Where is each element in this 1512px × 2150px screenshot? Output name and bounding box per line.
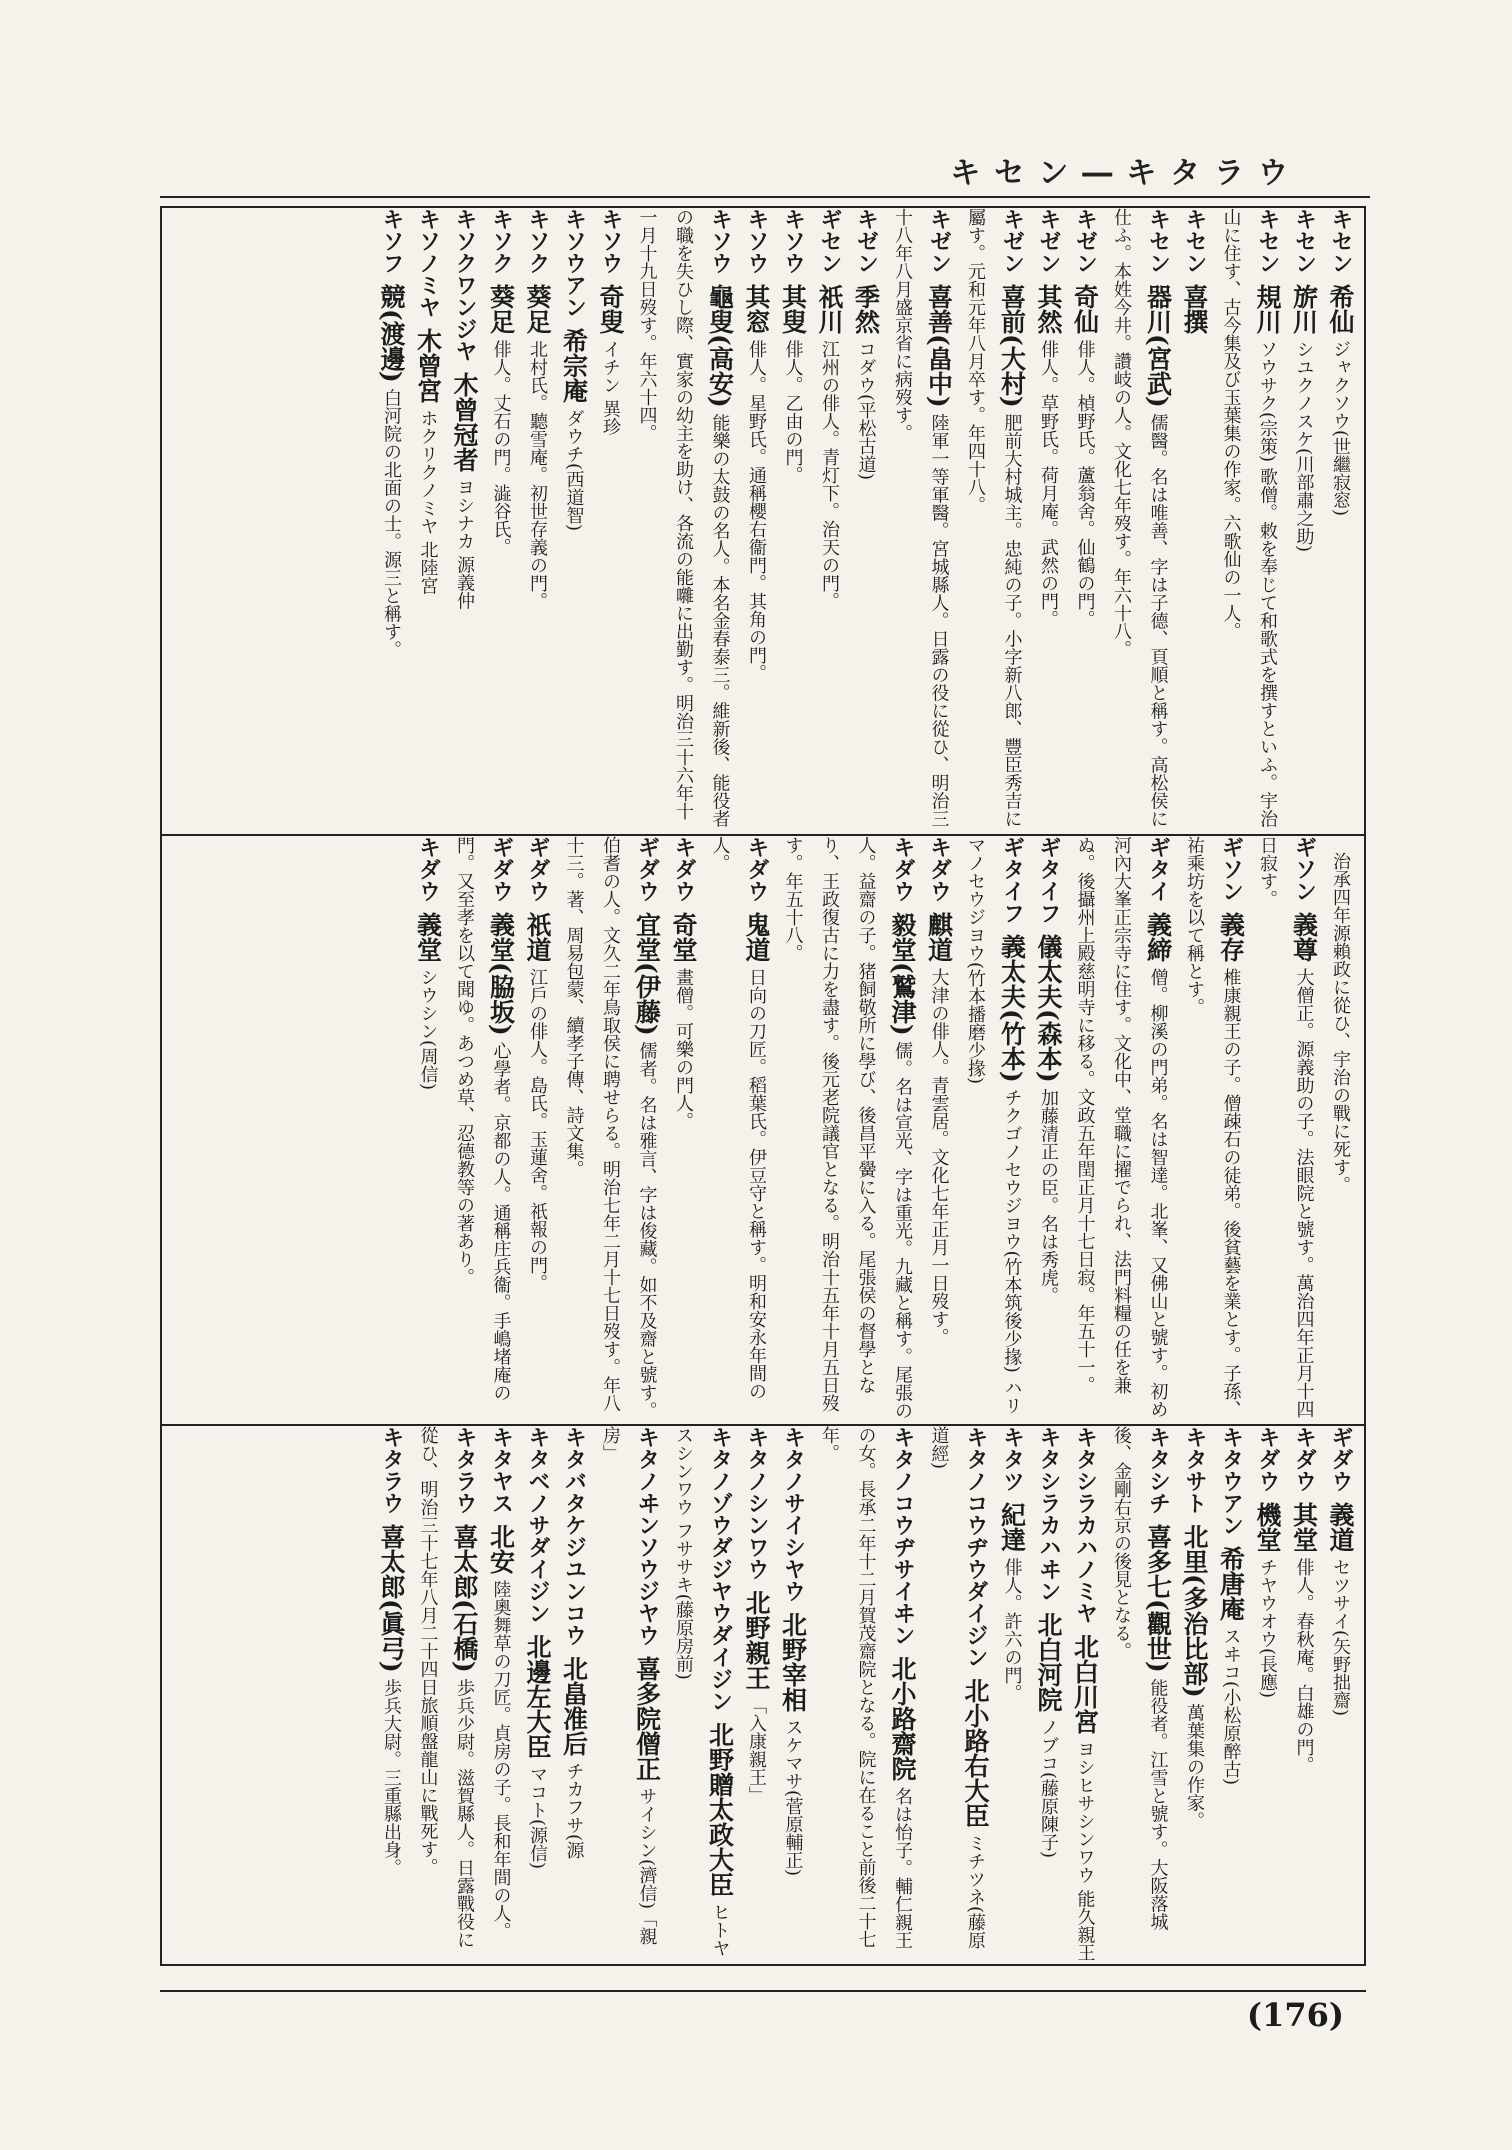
entry-reading: キダウ bbox=[1255, 1426, 1280, 1492]
entry-reading: キゼン bbox=[853, 208, 879, 274]
entry-headword: 旂川 bbox=[1289, 284, 1319, 334]
page-header: キセン―キタラウ bbox=[950, 156, 1302, 191]
entry-text: 名は怡子。輔仁親王の女。長承二年十二月賀茂齋院となる。院に在ること前後二十七年。 bbox=[819, 1426, 913, 1949]
dictionary-entry bbox=[1249, 836, 1322, 1424]
dictionary-entry bbox=[665, 836, 702, 1424]
entry-text: 白河院の北面の士。源三と稱す。 bbox=[381, 388, 402, 659]
entry-headword: 麒道 bbox=[924, 912, 954, 962]
entry-reading: キセン bbox=[1182, 208, 1207, 274]
entry-headword: 毅堂(鷲津) bbox=[888, 912, 917, 1036]
entry-text: シユクノスケ(川部肅之助) bbox=[1293, 340, 1315, 553]
band-top bbox=[162, 208, 1364, 836]
dictionary-entry bbox=[1322, 1426, 1359, 1964]
entry-headword: 北邊左大臣 bbox=[523, 1634, 552, 1759]
dictionary-entry bbox=[993, 1426, 1030, 1964]
entry-text: スケマサ(菅原輔正) bbox=[782, 1718, 804, 1877]
entry-reading: キセン bbox=[1255, 208, 1280, 274]
dictionary-entry bbox=[1212, 1426, 1249, 1964]
entry-headword: 龜叟(高安) bbox=[705, 284, 735, 408]
dictionary-entry bbox=[957, 836, 1030, 1424]
entry-text: 俳人。春秋庵。白雄の門。 bbox=[1293, 1558, 1315, 1774]
dictionary-entry bbox=[811, 1426, 921, 1964]
entry-reading: キタノヰンソウジヤウ bbox=[634, 1426, 660, 1646]
dictionary-entry bbox=[482, 208, 519, 834]
entry-reading: キソノミヤ bbox=[415, 208, 441, 318]
dictionary-entry bbox=[774, 836, 920, 1424]
dictionary-entry bbox=[1322, 836, 1359, 1424]
entry-reading: キダウ bbox=[744, 836, 769, 902]
entry-text: 僧。柳溪の門弟。名は智達。北峯、又佛山と號す。初め河內大峯正宗寺に住す。文化中、堂職に擢でられ、法門料糧の任を兼ぬ。後攝州上殿慈明寺に移る。文政五年閏正月十七日寂。年五十一。 bbox=[1074, 836, 1169, 1418]
entry-text: サイシン(濟信)「親房」 bbox=[600, 1426, 658, 1946]
dictionary-entry bbox=[738, 208, 775, 834]
entry-reading: キタシチ bbox=[1145, 1426, 1171, 1514]
entry-reading: キソウ bbox=[744, 208, 769, 274]
entry-headword: 規川 bbox=[1253, 284, 1282, 334]
entry-text: 儒醫。名は唯善、字は子德、頁順と稱す。高松侯に仕ふ。本姓今井。讚岐の人。文化七年歿す。年六十八。 bbox=[1111, 208, 1169, 828]
entry-headword: 機堂 bbox=[1253, 1502, 1282, 1552]
entry-headword: 奇仙 bbox=[1070, 284, 1100, 334]
entry-headword: 北里(多治比部) bbox=[1180, 1524, 1209, 1698]
entry-headword: 器川(宮武) bbox=[1143, 284, 1173, 408]
entry-reading: キタノサイシヤウ bbox=[780, 1426, 806, 1602]
entry-reading: キソク bbox=[488, 208, 514, 274]
entry-text: ヨシヒサシンワウ 能久親王 bbox=[1074, 1740, 1096, 1962]
entry-reading: キタヤス bbox=[488, 1426, 514, 1514]
entry-headword: 葵足 bbox=[486, 284, 516, 334]
dictionary-entry bbox=[519, 208, 556, 834]
dictionary-entry bbox=[1030, 208, 1067, 834]
dictionary-entry bbox=[701, 836, 774, 1424]
entry-headword: 喜善(畠中) bbox=[924, 284, 954, 408]
dictionary-entry bbox=[847, 208, 884, 834]
entry-headword: 喜前(大村) bbox=[997, 284, 1027, 408]
entry-headword: 義太夫(竹本) bbox=[997, 934, 1027, 1083]
dictionary-entry bbox=[884, 208, 957, 834]
entry-text: 能役者。江雪と號す。大阪落城後、金剛右京の後見となる。 bbox=[1111, 1426, 1169, 1931]
dictionary-entry bbox=[1066, 208, 1103, 834]
dictionary-entry bbox=[1030, 1426, 1067, 1964]
entry-reading: キソウアン bbox=[561, 208, 587, 318]
dictionary-entry bbox=[1066, 836, 1176, 1424]
dictionary-entry bbox=[446, 208, 483, 834]
entry-reading: ギタイフ bbox=[1036, 836, 1061, 924]
dictionary-frame bbox=[160, 206, 1366, 1966]
entry-reading: キゼン bbox=[999, 208, 1025, 274]
dictionary-entry bbox=[409, 836, 446, 1424]
dictionary-entry bbox=[555, 208, 592, 834]
entry-reading: キセン bbox=[1145, 208, 1171, 274]
entry-reading: キタウアン bbox=[1218, 1426, 1244, 1536]
entry-headword: 葵足 bbox=[523, 284, 552, 334]
entry-headword: 義堂 bbox=[413, 912, 443, 962]
entry-headword: 宜堂(伊藤) bbox=[632, 912, 662, 1036]
entry-reading: キタノゾウダジヤウダイジン bbox=[707, 1426, 733, 1712]
entries-middle bbox=[162, 836, 1364, 1424]
entry-headword: 北野贈太政大臣 bbox=[705, 1722, 735, 1897]
entry-headword: 義締 bbox=[1143, 912, 1173, 962]
entry-headword: 北野宰相 bbox=[778, 1612, 808, 1712]
entry-text: 肥前大村城主。忠純の子。小字新八郎、豐臣秀吉に屬す。元和元年八月卒す。年四十八。 bbox=[965, 208, 1023, 828]
entry-headword: 喜太郎(眞弓) bbox=[377, 1524, 406, 1673]
entries-top bbox=[162, 208, 1364, 834]
dictionary-entry bbox=[592, 208, 629, 834]
dictionary-entry bbox=[1103, 1426, 1176, 1964]
entry-headword: 義道 bbox=[1326, 1502, 1355, 1552]
entry-text: 椎康親王の子。僧疎石の徒弟。後貧藝を業とす。子孫、祐乘坊を以て稱とす。 bbox=[1184, 836, 1242, 1418]
entry-text: マコト(源信) bbox=[527, 1765, 548, 1870]
entry-text: スヰコ(小松原醉古) bbox=[1220, 1627, 1242, 1786]
entry-text: ソウサク(宗策) 歌僧。敕を奉じて和歌式を撰すといふ。宇治山に住す、古今集及び玉葉集の作家。六歌仙の一人。 bbox=[1220, 208, 1278, 828]
entry-headword: 木曾冠者 bbox=[450, 372, 479, 472]
dictionary-entry bbox=[665, 1426, 738, 1964]
entry-headword: 其然 bbox=[1034, 284, 1063, 334]
dictionary-entry bbox=[811, 208, 848, 834]
entry-text: 俳人。丈石の門。澁谷氏。 bbox=[490, 340, 512, 556]
entry-reading: ギセン bbox=[817, 208, 842, 274]
dictionary-entry bbox=[1285, 208, 1322, 834]
entry-reading: キソウ bbox=[707, 208, 733, 274]
header-rule bbox=[160, 196, 1370, 198]
entry-reading: ギダウ bbox=[525, 836, 550, 902]
page-number: (176) bbox=[1246, 1996, 1344, 2034]
entry-reading: キダウ bbox=[671, 836, 696, 902]
entry-text: 日向の刀匠。稻葉氏。伊豆守と稱す。明和安永年間の人。 bbox=[709, 836, 767, 1400]
entry-reading: キダウ bbox=[890, 836, 915, 902]
entry-text: 江戶の俳人。島氏。玉蓮舍。祇報の門。 bbox=[527, 968, 548, 1292]
entry-text: 北村氏。聽雪庵。初世存義の門。 bbox=[527, 340, 548, 610]
dictionary-entry bbox=[373, 208, 410, 834]
band-middle bbox=[162, 836, 1364, 1426]
entry-reading: キソクワンジヤ bbox=[452, 208, 477, 362]
entry-text: セツサイ(矢野拙齋) bbox=[1330, 1558, 1351, 1717]
entry-headword: 競(渡邊) bbox=[377, 284, 406, 383]
entry-headword: 紀達 bbox=[997, 1502, 1027, 1552]
dictionary-entry bbox=[446, 836, 519, 1424]
entry-headword: 希仙 bbox=[1326, 284, 1355, 334]
entry-headword: 季然 bbox=[851, 284, 881, 334]
entry-headword: 義存 bbox=[1216, 912, 1246, 962]
entry-headword: 鬼道 bbox=[742, 912, 771, 962]
entry-reading: キゼン bbox=[1072, 208, 1098, 274]
entry-headword: 北野親王 bbox=[742, 1590, 771, 1690]
entry-text: 儒。名は宣光、字は重光。九藏と稱す。尾張の人。益齋の子。猪飼敬所に學び、後昌平黌に入る。尾張侯の督學となり、王政復古に力を盡す。後元老院議官となる。明治十五年十月五日歿す。年五十八。 bbox=[782, 836, 913, 1420]
entry-headword: 北小路齋院 bbox=[888, 1656, 917, 1781]
entry-text: ヨシナカ 源義仲 bbox=[454, 478, 475, 610]
dictionary-entry bbox=[519, 1426, 556, 1964]
entry-reading: キダウ bbox=[415, 836, 441, 902]
entry-text: 心學者。京都の人。通稱庄兵衞。手嶋堵庵の門。又至孝を以て聞ゆ。あつめ草、忍德教等の著あり。 bbox=[454, 836, 512, 1402]
entry-reading: キソク bbox=[525, 208, 550, 274]
entry-reading: キゼン bbox=[926, 208, 952, 274]
entry-reading: キセン bbox=[1291, 208, 1317, 274]
entry-text: ノブコ(藤原陳子) bbox=[1038, 1718, 1059, 1859]
entry-headword: 其叟 bbox=[778, 284, 808, 334]
entry-text: 俳人。乙由の門。 bbox=[782, 340, 804, 484]
entry-headword: 北小路右大臣 bbox=[961, 1678, 990, 1828]
entry-text: 俳人。楨野氏。蘆翁舍。仙鶴の門。 bbox=[1074, 340, 1096, 628]
entry-headword: 儀太夫(森本) bbox=[1034, 934, 1063, 1083]
entry-text: チカフサ(源 bbox=[563, 1762, 585, 1860]
entry-headword: 北安 bbox=[486, 1524, 516, 1574]
dictionary-entry bbox=[628, 208, 738, 834]
dictionary-entry bbox=[774, 208, 811, 834]
dictionary-entry bbox=[774, 1426, 811, 1964]
dictionary-entry bbox=[1249, 1426, 1286, 1964]
entry-reading: キソフ bbox=[379, 208, 404, 274]
dictionary-entry bbox=[409, 1426, 482, 1964]
entry-headword: 奇叟 bbox=[596, 284, 625, 334]
entry-reading: キタサト bbox=[1182, 1426, 1207, 1514]
dictionary-entry bbox=[592, 1426, 665, 1964]
entry-headword: 北畠准后 bbox=[559, 1656, 589, 1756]
entry-headword: 奇堂 bbox=[669, 912, 698, 962]
entry-headword: 喜撰 bbox=[1180, 284, 1209, 334]
entry-text: 加藤清正の臣。名は秀虎。 bbox=[1038, 1088, 1059, 1305]
dictionary-entry bbox=[1030, 836, 1067, 1424]
entry-text: シウシン(周信) bbox=[417, 968, 439, 1091]
entry-headword: 木曾宮 bbox=[413, 328, 443, 403]
entry-text: 俳人。許六の門。 bbox=[1001, 1558, 1023, 1702]
entry-text: ミチツネ(藤原道經) bbox=[928, 1426, 986, 1950]
entries-bottom bbox=[162, 1426, 1364, 1964]
entry-text: 江州の俳人。青灯下。治天の門。 bbox=[819, 340, 840, 610]
dictionary-entry bbox=[1176, 1426, 1213, 1964]
entry-text: 歩兵大尉。三重縣出身。 bbox=[381, 1678, 402, 1877]
entry-headword: 喜太郎(石橋) bbox=[450, 1524, 479, 1673]
entry-text: 能樂の太鼓の名人。本名金春泰三。維新後、能役者の職を失ひし際、實家の幼主を助け、各流の能囃に出勤す。明治三十六年十一月十九日歿す。年六十四。 bbox=[636, 208, 731, 828]
entry-headword: 希宗庵 bbox=[559, 328, 589, 403]
entry-text: ホクリクノミヤ 北陸宮 bbox=[417, 409, 439, 595]
dictionary-entry bbox=[482, 1426, 519, 1964]
entry-headword: 其窓 bbox=[742, 284, 771, 334]
entry-reading: キタノコウヂサイヰン bbox=[890, 1426, 915, 1646]
entry-text: ジャクソウ(世繼寂窓) bbox=[1330, 340, 1351, 517]
band-bottom bbox=[162, 1426, 1364, 1964]
dictionary-entry bbox=[1176, 208, 1213, 834]
entry-reading: キソウ bbox=[598, 208, 623, 274]
entry-reading: キタノコウヂウダイジン bbox=[963, 1426, 988, 1668]
entry-text: ヒトヤスシンワウ フササキ(藤原房前) bbox=[673, 1426, 731, 1957]
entry-text: 治承四年源賴政に從ひ、宇治の戰に死す。 bbox=[1330, 852, 1351, 1194]
entry-headword: 北白川宮 bbox=[1070, 1634, 1100, 1734]
entry-text: 大津の俳人。青雲居。文化七年正月一日歿す。 bbox=[928, 968, 950, 1346]
entry-reading: ギダウ bbox=[634, 836, 660, 902]
entry-reading: ギソン bbox=[1291, 836, 1317, 902]
entry-reading: キゼン bbox=[1036, 208, 1061, 274]
entry-headword: 義尊 bbox=[1289, 912, 1319, 962]
entry-text: チヤウオウ(長應) bbox=[1257, 1558, 1278, 1699]
entry-text: 俳人。星野氏。通稱櫻右衞門。其角の門。 bbox=[746, 340, 767, 682]
entry-reading: キタラウ bbox=[452, 1426, 477, 1514]
entry-text: 歩兵少尉。滋賀縣人。日露戰役に從ひ、明治三十七年八月二十四日旅順盤龍山に戰死す。 bbox=[417, 1426, 475, 1949]
entry-reading: ギタイフ bbox=[999, 836, 1025, 924]
dictionary-entry bbox=[373, 1426, 410, 1964]
dictionary-entry bbox=[409, 208, 446, 834]
entry-text: コダウ(平松古道) bbox=[855, 340, 877, 481]
entry-headword: 喜多七(觀世) bbox=[1143, 1524, 1173, 1673]
entry-text: 陸軍一等軍醫。宮城縣人。日露の役に從ひ、明治三十八年八月盛京省に病歿す。 bbox=[892, 208, 950, 828]
entry-headword: 祇道 bbox=[523, 912, 552, 962]
dictionary-entry bbox=[920, 836, 957, 1424]
entry-text: ダウチ(西道智) bbox=[563, 409, 585, 532]
dictionary-entry bbox=[1212, 208, 1285, 834]
footer-rule bbox=[160, 1990, 1366, 1992]
entry-reading: ギダウ bbox=[488, 836, 514, 902]
entry-reading: キタバタケジユンコウ bbox=[561, 1426, 587, 1646]
entry-reading: キタラウ bbox=[379, 1426, 404, 1514]
dictionary-entry bbox=[957, 208, 1030, 834]
entry-text: チクゴノセウジヨウ(竹本筑後少掾) ハリマノセウジヨウ(竹本播磨少掾) bbox=[965, 836, 1023, 1415]
entry-text: 萬葉集の作家。 bbox=[1184, 1703, 1205, 1830]
dictionary-entry bbox=[1285, 1426, 1322, 1964]
entry-reading: キタシラカハノミヤ bbox=[1072, 1426, 1098, 1624]
dictionary-entry bbox=[1103, 208, 1176, 834]
entry-text: 大僧正。源義助の子。法眼院と號す。萬治四年正月十四日寂す。 bbox=[1257, 836, 1315, 1418]
entry-text: 陸奧舞草の刀匠。貞房の子。長和年間の人。 bbox=[490, 1580, 512, 1940]
dictionary-entry bbox=[1066, 1426, 1103, 1964]
dictionary-entry bbox=[738, 1426, 775, 1964]
entry-headword: 其堂 bbox=[1289, 1502, 1319, 1552]
dictionary-entry bbox=[555, 1426, 592, 1964]
entry-headword: 北白河院 bbox=[1034, 1612, 1063, 1712]
entry-headword: 喜多院僧正 bbox=[632, 1656, 662, 1781]
dictionary-entry bbox=[555, 836, 665, 1424]
entry-text: 儒者。名は雅言、字は俊藏。如不及齋と號す。伯耆の人。文久二年鳥取侯に聘せらる。明治七年二月十七日歿す。年八十三。著、周易包蒙、續孝子傳、詩文集。 bbox=[563, 836, 658, 1420]
dictionary-entry bbox=[1322, 208, 1359, 834]
entry-reading: ギソン bbox=[1218, 836, 1244, 902]
dictionary-entry bbox=[920, 1426, 993, 1964]
entry-reading: キソウ bbox=[780, 208, 806, 274]
entry-reading: ギタイ bbox=[1145, 836, 1171, 902]
entry-text: 「入康親王」 bbox=[746, 1696, 767, 1804]
entry-text: 畫僧。可樂の門人。 bbox=[673, 968, 694, 1130]
entry-headword: 希唐庵 bbox=[1216, 1546, 1246, 1621]
dictionary-entry bbox=[519, 836, 556, 1424]
entry-text: イチン 異珍 bbox=[600, 340, 621, 436]
entry-reading: キタベノサダイジン bbox=[525, 1426, 550, 1624]
dictionary-entry bbox=[1176, 836, 1249, 1424]
entry-reading: キタシラカハヰン bbox=[1036, 1426, 1061, 1602]
entry-reading: キセン bbox=[1328, 208, 1353, 274]
entry-reading: キタツ bbox=[999, 1426, 1025, 1492]
entry-headword: 義堂(脇坂) bbox=[486, 912, 516, 1036]
entry-reading: キダウ bbox=[926, 836, 952, 902]
entry-reading: ギダウ bbox=[1328, 1426, 1353, 1492]
entry-text: 俳人。草野氏。荷月庵。武然の門。 bbox=[1038, 340, 1059, 628]
entry-headword: 祇川 bbox=[815, 284, 844, 334]
entry-reading: キダウ bbox=[1291, 1426, 1317, 1492]
entry-reading: キタノシンワウ bbox=[744, 1426, 769, 1580]
